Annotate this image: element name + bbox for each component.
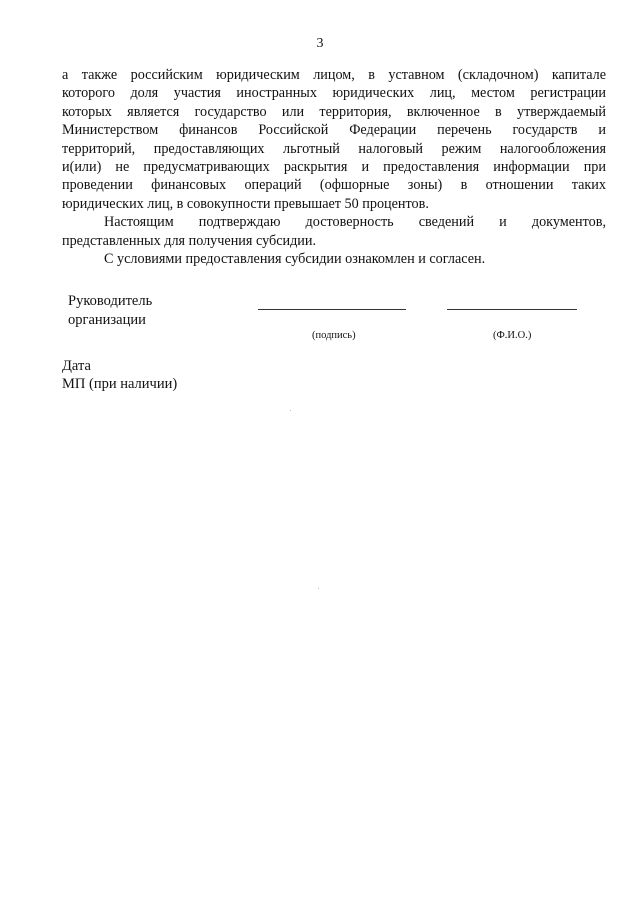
date-label: Дата [62,358,91,374]
signature-caption: (подпись) [312,330,356,341]
scan-speck [290,410,291,411]
text-line: которых является государство или территория, включенное в утверждаемый [62,103,606,120]
page-number: 3 [316,36,324,51]
text-line: проведении финансовых операций (офшорные зоны) в отношении таких [62,177,606,194]
text-line: С условиями предоставления субсидии ознакомлен и согласен. [104,250,486,267]
text-line: а также российским юридическим лицом, в уставном (складочном) капитале [62,67,606,83]
document-body [62,66,606,268]
stamp-label: МП (при наличии) [62,376,178,392]
text-line: которого доля участия иностранных юридических лиц, местом регистрации [62,85,606,102]
scan-speck [318,588,319,589]
signature-line [258,309,406,310]
text-line: территорий, предоставляющих льготный налоговый режим налогообложения [62,140,606,157]
text-line: юридических лиц, в совокупности превышает 50 процентов. [62,195,429,212]
text-line: Министерством финансов Российской Федерации перечень государств и [62,122,606,139]
text-line: Настоящим подтверждаю достоверность сведений и документов, [104,214,606,231]
text-line: представленных для получения субсидии. [62,232,317,249]
full-name-caption: (Ф.И.О.) [493,330,532,341]
text-line: и(или) не предусматривающих раскрытия и предоставления информации при [62,158,606,175]
signatory-role-line: Руководитель [68,293,153,309]
signatory-role-line: организации [68,312,146,328]
full-name-line [447,309,577,310]
signatory-role [68,292,152,330]
